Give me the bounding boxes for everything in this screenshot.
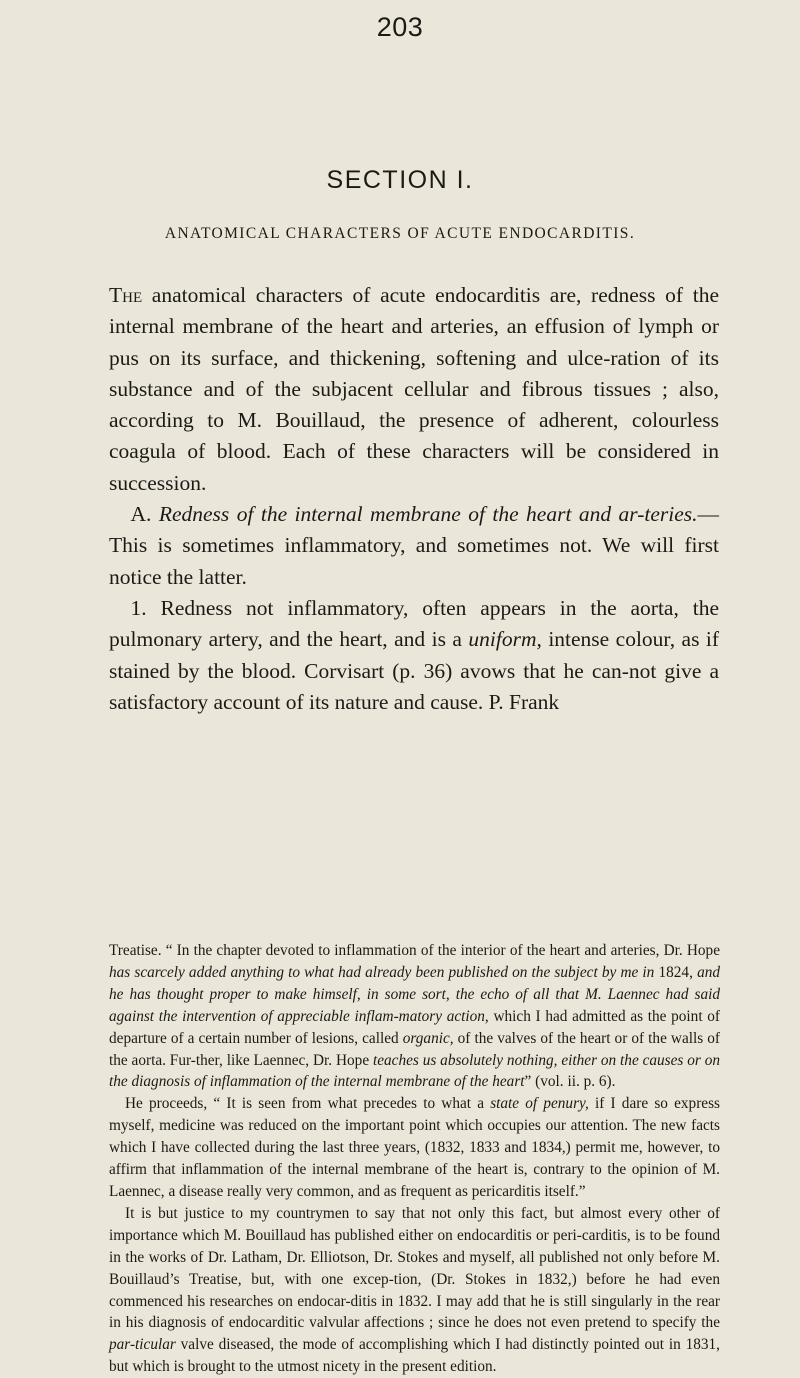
- note-1-text-2: 1824,: [658, 963, 693, 981]
- note-1-italic-2: and he has thought proper to make himself, in some sort, the echo of all that M. Laennec had said against the intervention of appreciable inflam-matory action,: [109, 963, 721, 1025]
- section-subtitle: ANATOMICAL CHARACTERS OF ACUTE ENDOCARDITIS.: [164, 225, 636, 242]
- note-paragraph-3: [109, 1203, 720, 1378]
- note-1-italic-4: teaches us absolutely nothing, either on the causes or on the diagnosis of inflammation of the internal membrane of the heart: [109, 1051, 721, 1091]
- note-1-text-4: of the valves of the heart or of the walls of the aorta. Fur-ther, like Laennec, Dr. Hope: [109, 1029, 721, 1069]
- section-a-paragraph: [109, 499, 719, 593]
- point-1-emphasis: uniform,: [468, 627, 542, 652]
- section-a-text: —This is sometimes inflammatory, and sometimes not. We will first notice the latter.: [109, 502, 719, 589]
- note-1-text-1: Treatise. “ In the chapter devoted to inflammation of the interior of the heart and arteries, Dr. Hope: [109, 942, 720, 959]
- main-text: [109, 280, 719, 718]
- note-1-italic-3: organic,: [402, 1029, 454, 1047]
- intro-first-word: The: [109, 283, 143, 307]
- page-number: 203: [376, 12, 424, 42]
- note-3-text-1: It is but justice to my countrymen to say that not only this fact, but almost every other of importance which M. Bouillaud has published either on endocarditis or peri-carditis, is to be found in the works of Dr. Latham, Dr. Elliotson, Dr. Stokes and myself, all published not only before M. Bouillaud’s Treatise, but, with one excep-tion, (Dr. Stokes in 1832,) before he had even commenced his researches on endocar-ditis in 1832. I may add that he is still singularly in the rear in his diagnosis of endocarditic valvular affections ; since he does not even pretend to specify the: [109, 1204, 720, 1332]
- note-2-italic-1: state of penury,: [490, 1095, 589, 1113]
- point-1-text-a: 1. Redness not inflammatory, often appears in the aorta, the pulmonary artery, and the heart, and is a: [109, 595, 719, 652]
- note-2-text-2: if I dare so express myself, medicine was reduced on the important point which occupies our attention. The new facts which I have collected during the last three years, (1832, 1833 and 1834,) permit me, however, to affirm that inflammation of the internal membrane of the heart is, contrary to the opinion of M. Laennec, a disease really very common, and as frequent as pericarditis itself.”: [109, 1095, 720, 1200]
- note-1-text-5: ” (vol. ii. p. 6).: [524, 1073, 616, 1091]
- note-2-text-1: He proceeds, “ It is seen from what precedes to what a: [125, 1095, 484, 1113]
- note-1-italic-1: has scarcely added anything to what had already been published on the subject by me in: [109, 963, 655, 981]
- intro-paragraph: [109, 280, 719, 499]
- note-3-text-2: valve diseased, the mode of accomplishing which I had distinctly pointed out in 1831, but which is brought to the utmost nicety in the present edition.: [109, 1336, 720, 1376]
- section-a-heading: Redness of the internal membrane of the heart and ar-teries.: [158, 502, 698, 527]
- point-1-paragraph: [109, 593, 719, 718]
- note-paragraph-2: [109, 1093, 720, 1203]
- section-title: SECTION I.: [326, 166, 474, 194]
- note-paragraph-1: [109, 940, 720, 1093]
- footnotes: [109, 940, 720, 1378]
- note-1-text-3: which I had admitted as the point of departure of a certain number of lesions, called: [109, 1007, 720, 1047]
- intro-text: anatomical characters of acute endocarditis are, redness of the internal membrane of the heart and arteries, an effusion of lymph or pus on its surface, and thickening, softening and ulce-ration of its substance and of the subjacent cellular and fibrous tissues ; also, according to M. Bouillaud, the presence of adherent, colourless coagula of blood. Each of these characters will be considered in succession.: [109, 283, 719, 495]
- section-a-label: A.: [130, 502, 152, 527]
- point-1-text-b: intense colour, as if stained by the blood. Corvisart (p. 36) avows that he can-not give a satisfactory account of its nature and cause. P. Frank: [109, 627, 720, 714]
- note-3-italic-1: par-ticular: [109, 1336, 176, 1354]
